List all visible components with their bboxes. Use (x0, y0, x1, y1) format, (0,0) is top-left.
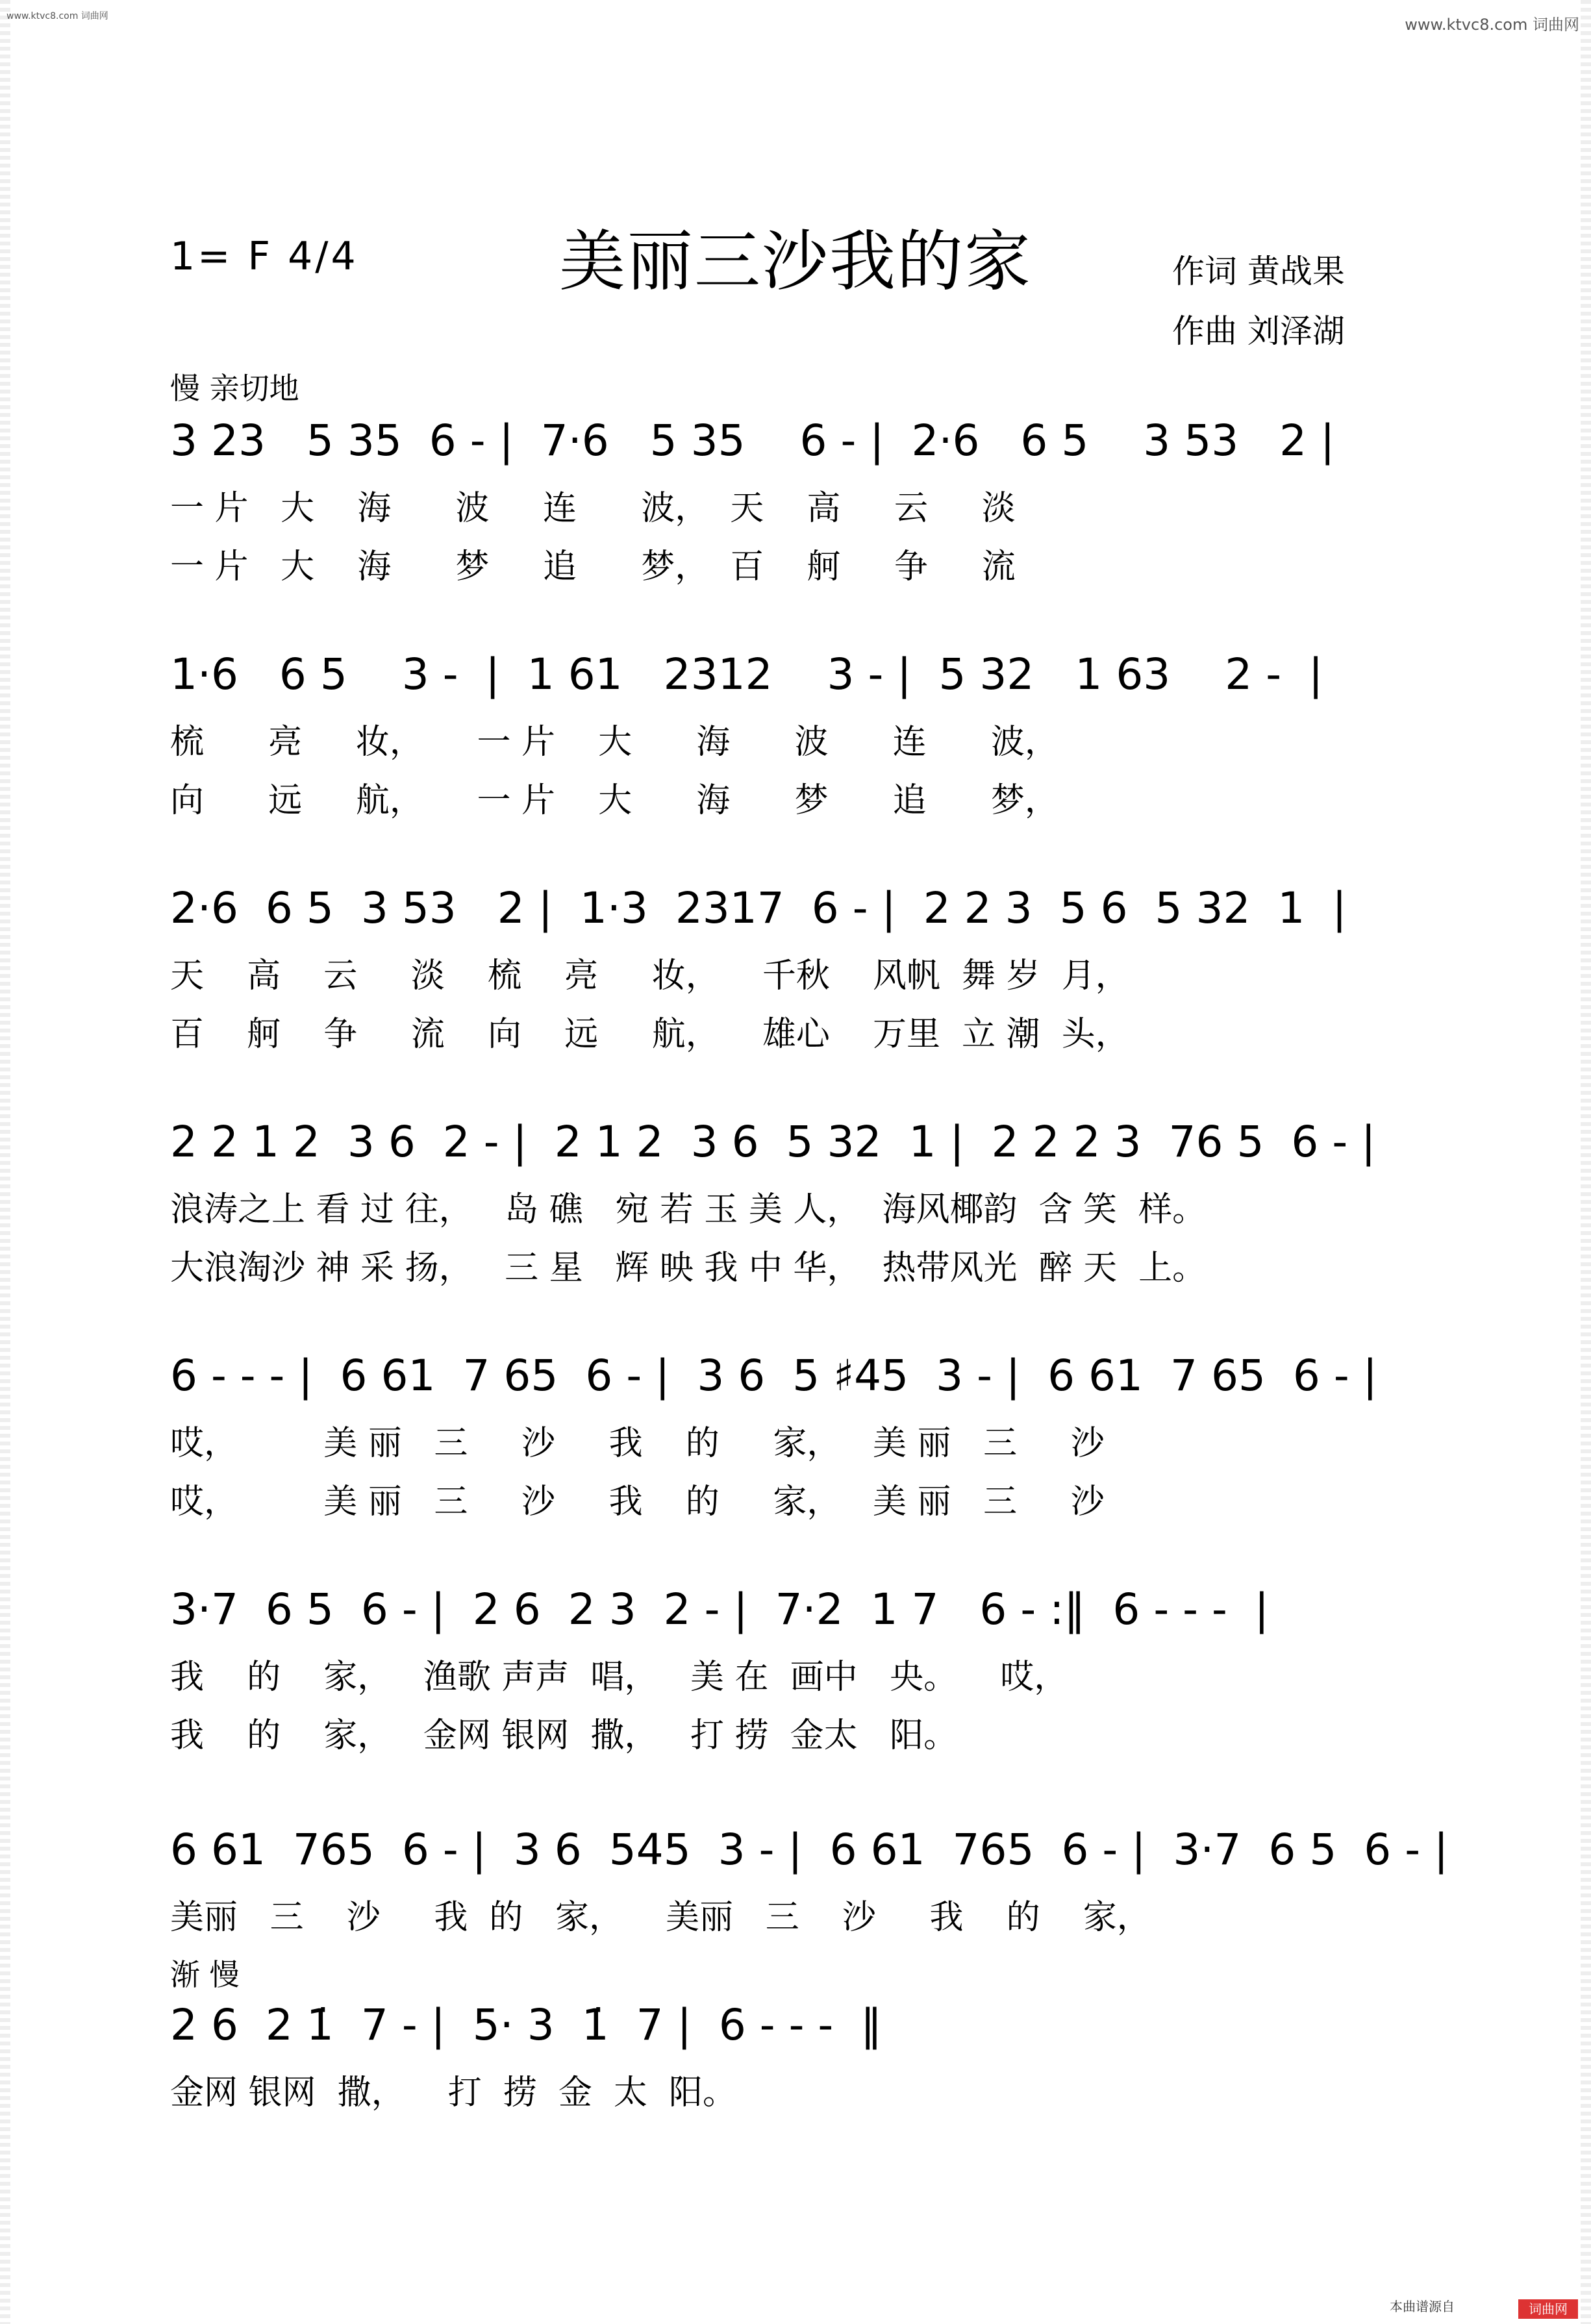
lyrics-line-6-verse-2: 我 的 家， 金网 银网 撒， 打 捞 金太 阳。 (170, 1716, 958, 1755)
lyrics-line-3-verse-1: 天 高 云 淡 梳 亮 妆， 千秋 风帆 舞 岁 月， (170, 956, 1129, 995)
song-title: 美丽三沙我的家 (559, 223, 1032, 301)
lyrics-line-5-verse-1: 哎， 美 丽 三 沙 我 的 家， 美 丽 三 沙 (170, 1424, 1105, 1463)
composer: 作曲 刘泽湖 (1172, 312, 1345, 350)
lyrics-line-5-verse-2: 哎， 美 丽 三 沙 我 的 家， 美 丽 三 沙 (170, 1482, 1105, 1521)
lyricist: 作词 黄战果 (1172, 253, 1345, 290)
notation-line-3: 2·6 6 5 3 53 2 | 1·3 2317 6 - | 2 2 3 5 6 5 32 1 | (170, 883, 1347, 933)
notation-line-5: 6 - - - | 6 61 7 65 6 - | 3 6 5 ♯45 3 - | 6 61 7 65 6 - | (170, 1351, 1377, 1401)
site-watermark-left: www.ktvc8.com 词曲网 (6, 11, 108, 21)
notation-line-7: 6 61 765 6 - | 3 6 545 3 - | 6 61 765 6 - | 3·7 6 5 6 - | (170, 1825, 1449, 1875)
key-signature: 1= F 4/4 (170, 234, 358, 279)
lyrics-line-8: 金网 银网 撒， 打 捞 金 太 阳。 (170, 2073, 736, 2112)
tempo-marking-end: 渐 慢 (170, 1957, 240, 1992)
right-border (1581, 0, 1591, 2324)
tempo-marking: 慢 亲切地 (170, 371, 299, 406)
notation-line-8: 2 6 2 1̇ 7 - | 5· 3 1̇ 7 | 6 - - - ‖ (170, 2000, 883, 2050)
notation-line-4: 2 2 1 2 3 6 2 - | 2 1 2 3 6 5 32 1 | 2 2 2 3 76 5 6 - | (170, 1117, 1376, 1167)
lyrics-line-6-verse-1: 我 的 家， 渔歌 声声 唱， 美 在 画中 央。 哎， (170, 1658, 1068, 1697)
left-border (0, 0, 10, 2324)
lyrics-line-7: 美丽 三 沙 我 的 家， 美丽 三 沙 我 的 家， (170, 1898, 1151, 1937)
lyrics-line-4-verse-2: 大浪淘沙 神 采 扬， 三 星 辉 映 我 中 华， 热带风光 醉 天 上。 (170, 1249, 1207, 1288)
notation-line-6: 3·7 6 5 6 - | 2 6 2 3 2 - | 7·2 1 7 6 - :‖ 6 - - - | (170, 1584, 1269, 1634)
footer-site-badge: 词曲网 (1518, 2299, 1578, 2319)
notation-line-2: 1·6 6 5 3 - | 1 61 2312 3 - | 5 32 1 63 2 - | (170, 649, 1323, 699)
lyrics-line-2-verse-1: 梳 亮 妆， 一 片 大 海 波 连 波， (170, 723, 1059, 762)
lyrics-line-1-verse-1: 一 片 大 海 波 连 波， 天 高 云 淡 (170, 489, 1016, 528)
lyrics-line-4-verse-1: 浪涛之上 看 过 往， 岛 礁 宛 若 玉 美 人， 海风椰韵 含 笑 样。 (170, 1190, 1207, 1229)
lyrics-line-3-verse-2: 百 舸 争 流 向 远 航， 雄心 万里 立 潮 头， (170, 1015, 1129, 1054)
notation-line-1: 3 23 5 35 6 - | 7·6 5 35 6 - | 2·6 6 5 3 53 2 | (170, 416, 1335, 466)
lyrics-line-2-verse-2: 向 远 航， 一 片 大 海 梦 追 梦， (170, 781, 1059, 820)
lyrics-line-1-verse-2: 一 片 大 海 梦 追 梦， 百 舸 争 流 (170, 547, 1016, 586)
site-watermark-right: www.ktvc8.com 词曲网 (1405, 16, 1579, 34)
footer-source-text: 本曲谱源自 (1390, 2299, 1455, 2314)
